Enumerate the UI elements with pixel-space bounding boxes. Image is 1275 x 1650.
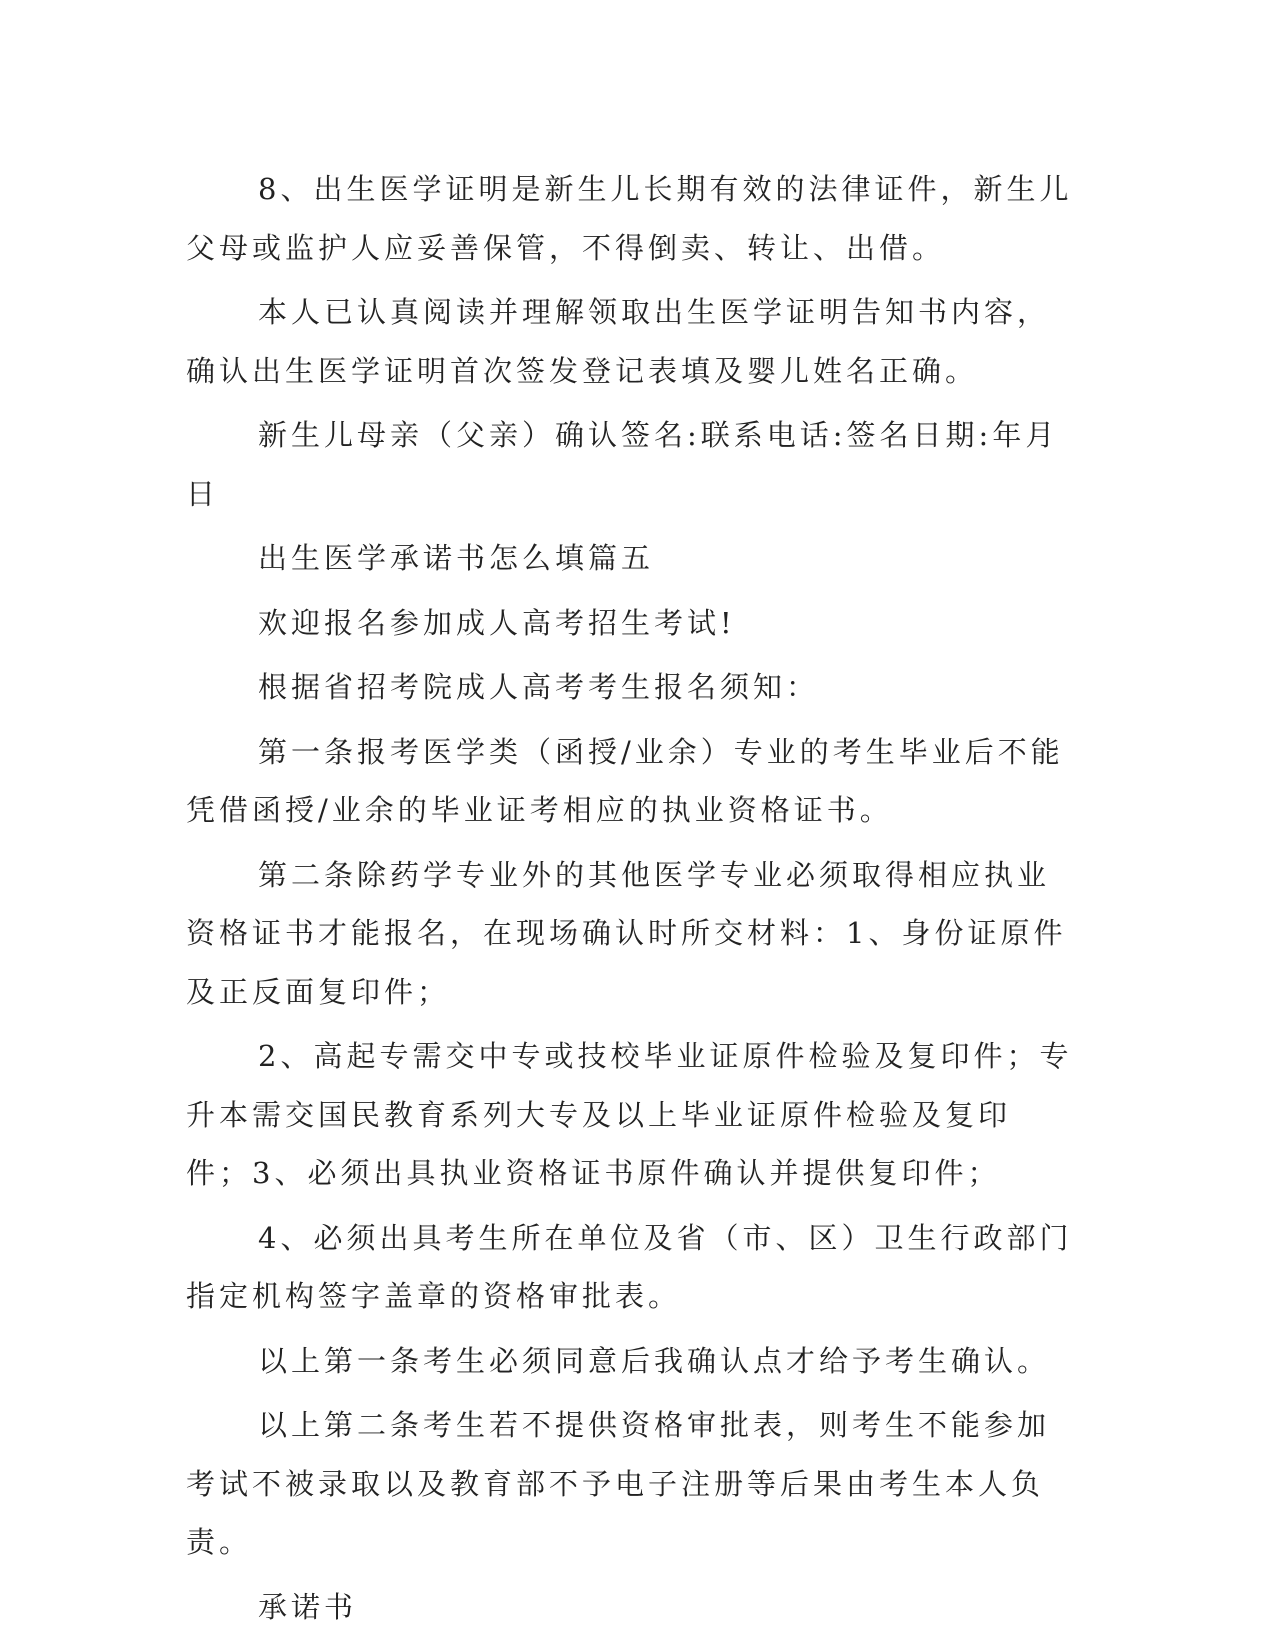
paragraph-article-two: 第二条除药学专业外的其他医学专业必须取得相应执业资格证书才能报名，在现场确认时所交材料：1、身份证原件及正反面复印件； [186, 857, 1067, 1009]
paragraph-materials-2-3: 2、高起专需交中专或技校毕业证原件检验及复印件；专升本需交国民教育系列大专及以上毕业证原件检验及复印件；3、必须出具执业资格证书原件确认并提供复印件； [186, 1039, 1073, 1190]
paragraph-signature-line: 新生儿母亲（父亲）确认签名:联系电话:签名日期:年月日 [186, 418, 1059, 511]
commitment-heading: 承诺书 [258, 1589, 358, 1624]
paragraph-confirm-article-two: 以上第二条考生若不提供资格审批表，则考生不能参加考试不被录取以及教育部不予电子注册等后果由考生本人负责。 [186, 1408, 1051, 1559]
paragraph-birth-certificate-note: 8、出生医学证明是新生儿长期有效的法律证件，新生儿父母或监护人应妥善保管，不得倒卖、转让、出借。 [186, 172, 1073, 265]
document-body [186, 160, 1076, 1636]
paragraph-confirm-article-one: 以上第一条考生必须同意后我确认点才给予考生确认。 [258, 1343, 1051, 1378]
paragraph-materials-4: 4、必须出具考生所在单位及省（市、区）卫生行政部门指定机构签字盖章的资格审批表。 [186, 1220, 1073, 1313]
paragraph-article-one: 第一条报考医学类（函授/业余）专业的考生毕业后不能凭借函授/业余的毕业证考相应的执业资格证书。 [186, 734, 1064, 827]
section-heading: 出生医学承诺书怎么填篇五 [258, 541, 655, 575]
paragraph-welcome: 欢迎报名参加成人高考招生考试! [258, 605, 736, 640]
paragraph-notice-intro: 根据省招考院成人高考考生报名须知： [258, 670, 820, 704]
paragraph-acknowledgement: 本人已认真阅读并理解领取出生医学证明告知书内容，确认出生医学证明首次签发登记表填及婴儿姓名正确。 [186, 295, 1051, 388]
